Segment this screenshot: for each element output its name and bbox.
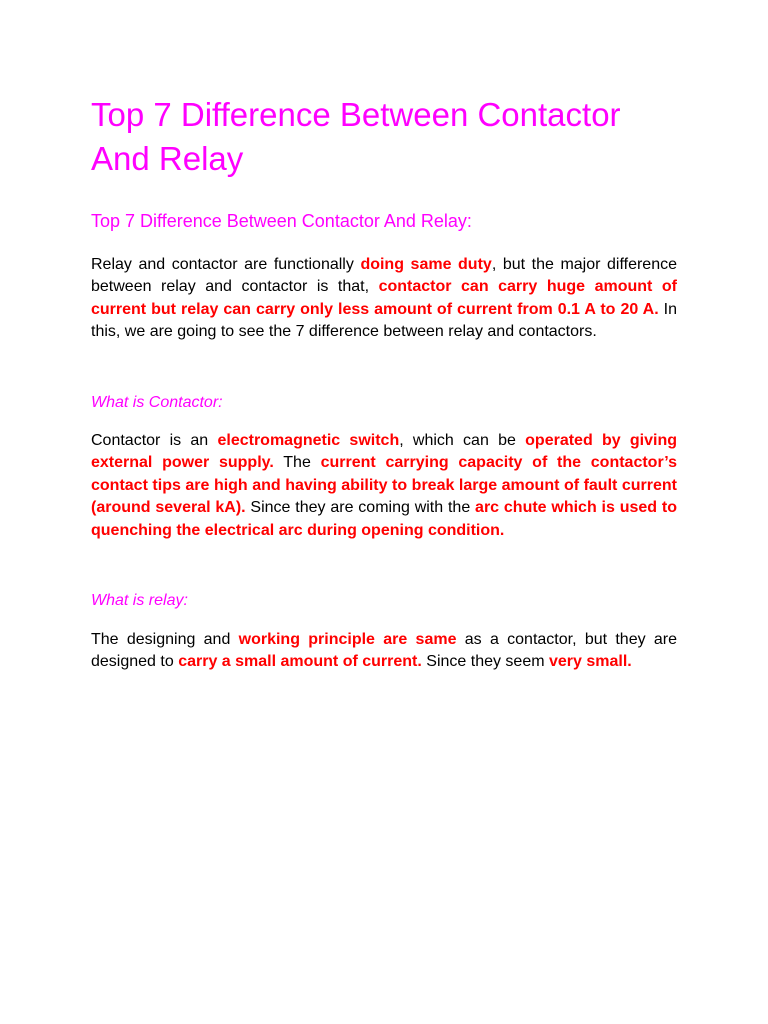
page-title: Top 7 Difference Between Contactor And Relay xyxy=(91,96,621,177)
intro-highlight-2: contactor can carry huge amount of current but relay can carry only less amount of current from 0.1 A to 20 A. xyxy=(91,278,677,318)
page-subtitle: Top 7 Difference Between Contactor And Relay: xyxy=(91,211,472,231)
relay-paragraph xyxy=(91,629,677,674)
contactor-paragraph xyxy=(91,430,677,542)
relay-heading: What is relay: xyxy=(91,592,188,609)
contactor-text-2: , which can be xyxy=(399,432,526,449)
relay-text-1: The designing and xyxy=(91,631,239,648)
intro-highlight-1: doing same duty xyxy=(360,256,492,273)
intro-text-1: Relay and contactor are functionally xyxy=(91,256,361,273)
intro-paragraph xyxy=(91,254,677,344)
contactor-highlight-3: current carrying capacity of the contactor’s contact tips are high and having ability to break large amount of fault current (around several kA). xyxy=(91,454,678,517)
relay-text-3: Since they seem xyxy=(421,653,549,671)
intro-text-3: In this, we are going to see the 7 difference between relay and contactors. xyxy=(91,300,678,341)
relay-highlight-1: working principle are same xyxy=(238,631,457,648)
contactor-heading: What is Contactor: xyxy=(91,394,223,411)
relay-text-2: as a contactor, but they are designed to xyxy=(91,631,678,671)
intro-text-2: , but the major difference between relay and contactor is that, xyxy=(91,256,678,296)
relay-highlight-2: carry a small amount of current. xyxy=(178,653,422,671)
contactor-text-1: Contactor is an xyxy=(91,432,218,449)
contactor-highlight-1: electromagnetic switch xyxy=(217,432,400,449)
contactor-text-3: The xyxy=(273,454,321,472)
relay-highlight-3: very small. xyxy=(549,653,632,671)
contactor-highlight-4: arc chute which is used to quenching the electrical arc during opening condition. xyxy=(91,499,678,539)
contactor-highlight-2: operated by giving external power supply. xyxy=(91,432,677,472)
contactor-text-4: Since they are coming with the xyxy=(245,499,476,517)
